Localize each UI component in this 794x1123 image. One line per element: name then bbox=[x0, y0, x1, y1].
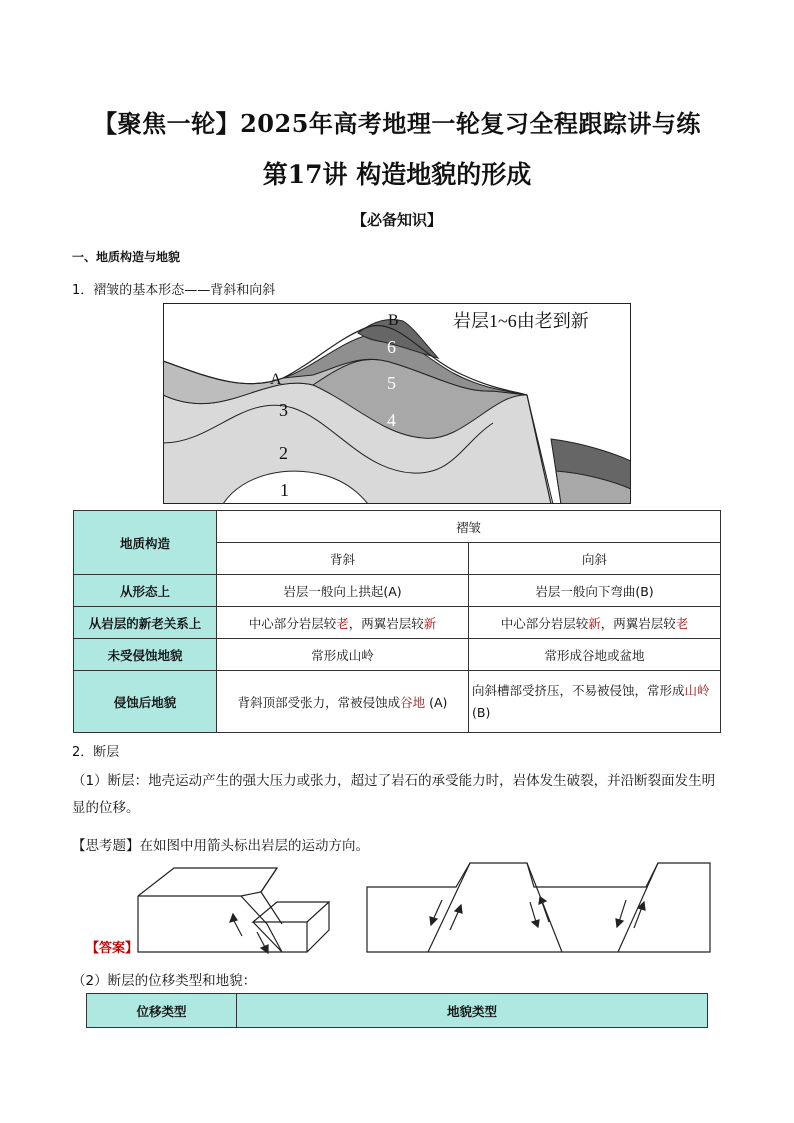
cell-anticline bbox=[217, 607, 469, 639]
emphasis-text: 谷地 bbox=[400, 694, 426, 710]
item-title-fold: 1．褶皱的基本形态——背斜和向斜 bbox=[72, 283, 276, 298]
label-point-b: B bbox=[388, 312, 399, 329]
section-tag: 【必备知识】 bbox=[351, 211, 442, 229]
cell-syncline: 常形成谷地或盆地 bbox=[469, 639, 721, 671]
definition-prefix: （1）断层： bbox=[72, 773, 149, 789]
header-anticline: 背斜 bbox=[217, 543, 469, 575]
cell-text: ，两翼岩层较 bbox=[348, 615, 424, 631]
label-layer-5: 5 bbox=[387, 373, 396, 393]
label-point-a: A bbox=[270, 371, 282, 388]
header-fold: 褶皱 bbox=[217, 511, 721, 543]
fold-diagram bbox=[163, 303, 631, 504]
fault-definition bbox=[72, 768, 722, 822]
answer-label: 【答案】 bbox=[86, 941, 139, 956]
fault-cross-section bbox=[366, 862, 711, 954]
item-title-fault: 2．断层 bbox=[72, 745, 120, 760]
label-layer-1: 1 bbox=[280, 480, 289, 500]
row-label: 从形态上 bbox=[74, 575, 217, 607]
emphasis-text: 新 bbox=[423, 615, 437, 631]
cell-text: 中心部分岩层较 bbox=[248, 615, 337, 631]
table-row bbox=[74, 575, 721, 607]
lesson-title: 第17讲 构造地貌的形成 bbox=[262, 160, 532, 189]
row-label: 未受侵蚀地貌 bbox=[74, 639, 217, 671]
cell-text: (B) bbox=[472, 704, 491, 720]
label-layer-6: 6 bbox=[387, 337, 396, 357]
cell-anticline: 岩层一般向上拱起(A) bbox=[217, 575, 469, 607]
cell-text: 中心部分岩层较 bbox=[500, 615, 589, 631]
header-landform-type: 地貌类型 bbox=[237, 994, 708, 1028]
header-geologic-structure: 地质构造 bbox=[74, 511, 217, 575]
row-label: 侵蚀后地貌 bbox=[74, 671, 217, 733]
document-title: 【聚焦一轮】2025年高考地理一轮复习全程跟踪讲与练 bbox=[93, 109, 701, 138]
section-heading: 一、地质构造与地貌 bbox=[72, 250, 181, 264]
think-text: 在如图中用箭头标出岩层的运动方向。 bbox=[139, 838, 369, 854]
think-label: 【思考题】 bbox=[72, 838, 140, 854]
table-row bbox=[74, 639, 721, 671]
label-layer-2: 2 bbox=[279, 443, 288, 463]
definition-text: 地壳运动产生的强大压力或张力，超过了岩石的承受能力时，岩体发生破裂，并沿断裂面发生明显的位移。 bbox=[72, 773, 716, 816]
table-row bbox=[74, 671, 721, 733]
header-syncline: 向斜 bbox=[469, 543, 721, 575]
cell-text: 背斜顶部受张力，常被侵蚀成 bbox=[237, 694, 401, 710]
fault-table bbox=[86, 993, 708, 1028]
cell-text: ，两翼岩层较 bbox=[600, 615, 676, 631]
emphasis-text: 老 bbox=[675, 615, 689, 631]
fault-block-diagram bbox=[137, 866, 332, 954]
emphasis-text: 新 bbox=[588, 615, 601, 631]
table-row bbox=[74, 607, 721, 639]
header-displacement-type: 位移类型 bbox=[87, 994, 237, 1028]
label-layer-3: 3 bbox=[279, 400, 288, 420]
cell-syncline bbox=[469, 671, 721, 733]
emphasis-text: 山岭 bbox=[684, 682, 710, 698]
fold-table bbox=[73, 510, 721, 733]
emphasis-text: 老 bbox=[336, 615, 349, 631]
cell-text: 向斜槽部受挤压，不易被侵蚀，常形成 bbox=[472, 682, 685, 698]
think-question bbox=[72, 834, 369, 854]
cell-anticline: 常形成山岭 bbox=[217, 639, 469, 671]
label-layer-4: 4 bbox=[387, 410, 396, 430]
row-label: 从岩层的新老关系上 bbox=[74, 607, 217, 639]
cell-anticline bbox=[217, 671, 469, 733]
fault-subtitle: （2）断层的位移类型和地貌： bbox=[72, 973, 257, 989]
cell-text: (A) bbox=[425, 694, 448, 710]
cell-syncline bbox=[469, 607, 721, 639]
fold-caption: 岩层1~6由老到新 bbox=[453, 311, 589, 331]
cell-syncline: 岩层一般向下弯曲(B) bbox=[469, 575, 721, 607]
